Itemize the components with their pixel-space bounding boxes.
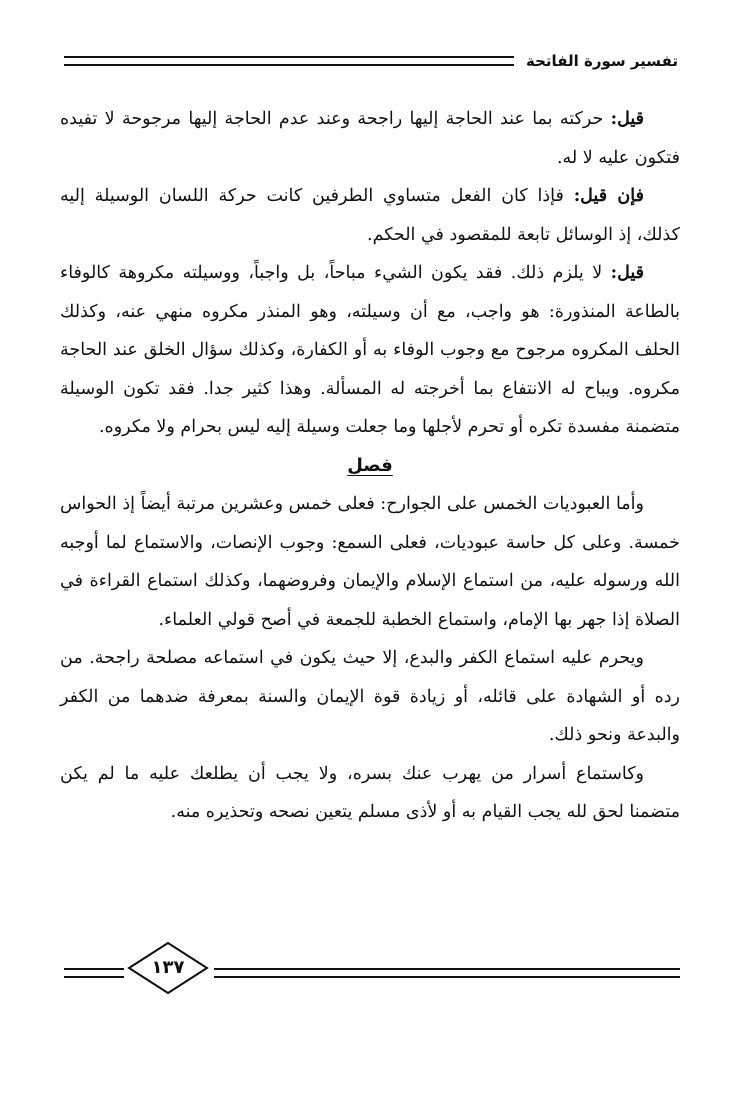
page-body <box>60 100 680 832</box>
page-number: ١٣٧ <box>151 957 185 978</box>
paragraph-4: وأما العبوديات الخمس على الجوارح: فعلى خمس وعشرين مرتبة أيضاً إذ الحواس خمسة. وعلى كل حاسة عبوديات، فعلى السمع: وجوب الإنصات، والاستماع لما أوجبه الله ورسوله عليه، من استماع الإسلام والإيمان وفروضهما، وكذلك استماع القراءة في الصلاة إذا جهر بها الإمام، واستماع الخطبة للجمعة في أصح قولي العلماء. <box>60 494 680 630</box>
paragraph-3-lead: قيل: <box>610 263 644 283</box>
header-rule-short <box>64 56 120 66</box>
page-number-badge <box>126 940 210 996</box>
running-header <box>64 44 678 78</box>
header-rule-long <box>64 56 514 66</box>
running-header-title: تفسير سورة الفاتحة <box>526 52 678 70</box>
page-footer <box>64 940 680 996</box>
paragraph-2-lead: فإن قيل: <box>573 186 644 206</box>
paragraph-3-text: لا يلزم ذلك. فقد يكون الشيء مباحاً، بل واجباً، ووسيلته مكروهة كالوفاء بالطاعة المنذورة: هو واجب، مع أن وسيلته، وهو المنذر مكروه منهي عنه، وكذلك الحلف المكروه مرجوح مع وجوب الوفاء به أو الكفارة، وكذلك سؤال الخلق عند الحاجة مكروه. ويباح له الانتفاع بما أخرجته له المسألة. وهذا كثير جدا. فقد تكون الوسيلة متضمنة مفسدة تكره أو تحرم لأجلها وما جعلت وسيلة إليه ليس بحرام ولا مكروه. <box>60 263 680 437</box>
section-heading: فصل <box>347 454 393 476</box>
paragraph-2-text: فإذا كان الفعل متساوي الطرفين كانت حركة اللسان الوسيلة إليه كذلك، إذ الوسائل تابعة للمقصود في الحكم. <box>60 186 680 245</box>
paragraph-3 <box>60 254 680 447</box>
paragraph-1-lead: قيل: <box>610 109 644 129</box>
footer-rule-left <box>64 968 124 978</box>
paragraph-5: ويحرم عليه استماع الكفر والبدع، إلا حيث يكون في استماعه مصلحة راجحة. من رده أو الشهادة على قائله، أو زيادة قوة الإيمان والسنة بمعرفة ضدهما من الكفر والبدعة ونحو ذلك. <box>60 648 680 745</box>
footer-rule-right <box>214 968 680 978</box>
paragraph-1 <box>60 100 680 177</box>
paragraph-1-text: حركته بما عند الحاجة إليها راجحة وعند عدم الحاجة إليها مرجوحة لا تفيده فتكون عليه لا له. <box>60 109 680 168</box>
paragraph-6: وكاستماع أسرار من يهرب عنك بسره، ولا يجب أن يطلعك عليه ما لم يكن متضمنا لحق لله يجب القيام به أو لأذى مسلم يتعين نصحه وتحذيره منه. <box>60 763 680 822</box>
paragraph-2 <box>60 177 680 254</box>
